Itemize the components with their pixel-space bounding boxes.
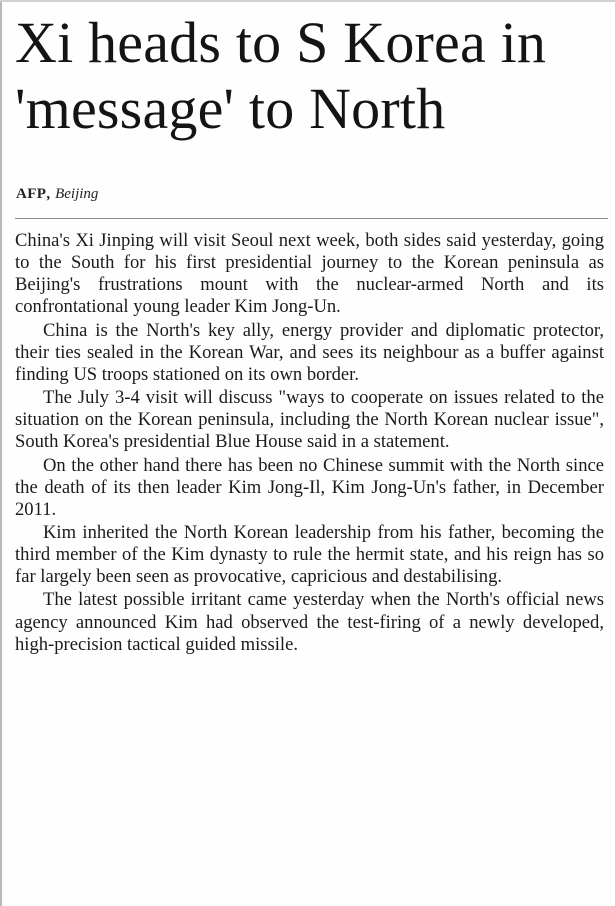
byline-dateline: Beijing <box>55 186 99 202</box>
article-paragraph-5: Kim inherited the North Korean leadership from his father, becoming the third member of the Kim dynasty to rule the hermit state, and his reign has so far largely been seen as provocative, capricious and destabilising. <box>15 521 604 588</box>
byline-separator: , <box>46 186 51 202</box>
article-paragraph-3: The July 3-4 visit will discuss "ways to cooperate on issues related to the situation on the Korean peninsula, including the North Korean nuclear issue", South Korea's presidential Blue House said in a statement. <box>15 387 604 453</box>
article-paragraph-1: China's Xi Jinping will visit Seoul next week, both sides said yesterday, going to the South for his first presidential journey to the Korean peninsula as Beijing's frustrations mount with the nuclear-armed North and its confrontational young leader Kim Jong-Un. <box>15 230 604 318</box>
byline-agency: AFP <box>16 186 47 202</box>
headline: Xi heads to S Korea in 'message' to North <box>15 10 547 141</box>
page-edge-left <box>0 0 2 906</box>
byline-divider <box>15 218 608 219</box>
article-paragraph-4: On the other hand there has been no Chinese summit with the North since the death of its then leader Kim Jong-Il, Kim Jong-Un's father, in December 2011. <box>15 454 604 520</box>
byline <box>16 186 98 203</box>
article-paragraph-2: China is the North's key ally, energy provider and diplomatic protector, their ties sealed in the Korean War, and sees its neighbour as a buffer against finding US troops stationed on its own border. <box>15 319 604 385</box>
article-body <box>15 230 604 656</box>
page-edge-top <box>0 0 615 2</box>
article-paragraph-6: The latest possible irritant came yesterday when the North's official news agency announced Kim had observed the test-firing of a newly developed, high-precision tactical guided missile. <box>15 589 604 655</box>
